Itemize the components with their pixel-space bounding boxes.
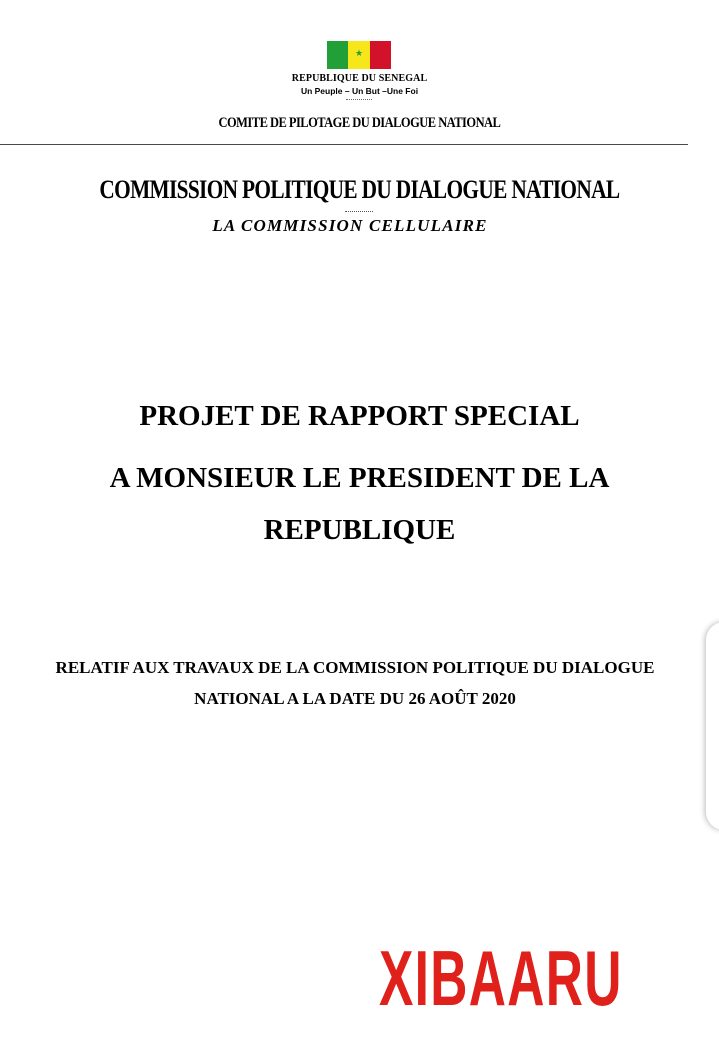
report-title-line-2: A MONSIEUR LE PRESIDENT DE LA [109,462,610,494]
commission-separator [345,211,373,212]
commission-subtitle: LA COMMISSION CELLULAIRE [212,216,488,235]
senegal-flag [327,41,391,69]
flag-band-red [370,41,391,69]
flag-star-icon: ★ [354,49,364,60]
report-subject-line-2: NATIONAL A LA DATE DU 26 AOÛT 2020 [194,689,516,708]
xibaaru-watermark: XIBAARU [379,934,623,1022]
report-title-line-3: REPUBLIQUE [263,514,456,546]
national-motto: Un Peuple – Un But –Une Foi [300,86,419,96]
flag-band-yellow [348,41,369,69]
report-title-line-1: PROJET DE RAPPORT SPECIAL [139,400,580,432]
side-panel-handle[interactable] [706,622,719,830]
committee-title: COMITE DE PILOTAGE DU DIALOGUE NATIONAL [218,115,501,131]
republic-name: REPUBLIQUE DU SENEGAL [291,73,428,84]
flag-band-green [327,41,348,69]
header-separator [346,99,372,100]
commission-title: COMMISSION POLITIQUE DU DIALOGUE NATIONAL [99,175,620,204]
report-subject-line-1: RELATIF AUX TRAVAUX DE LA COMMISSION POLITIQUE DU DIALOGUE [55,658,655,677]
header-rule [0,144,688,145]
